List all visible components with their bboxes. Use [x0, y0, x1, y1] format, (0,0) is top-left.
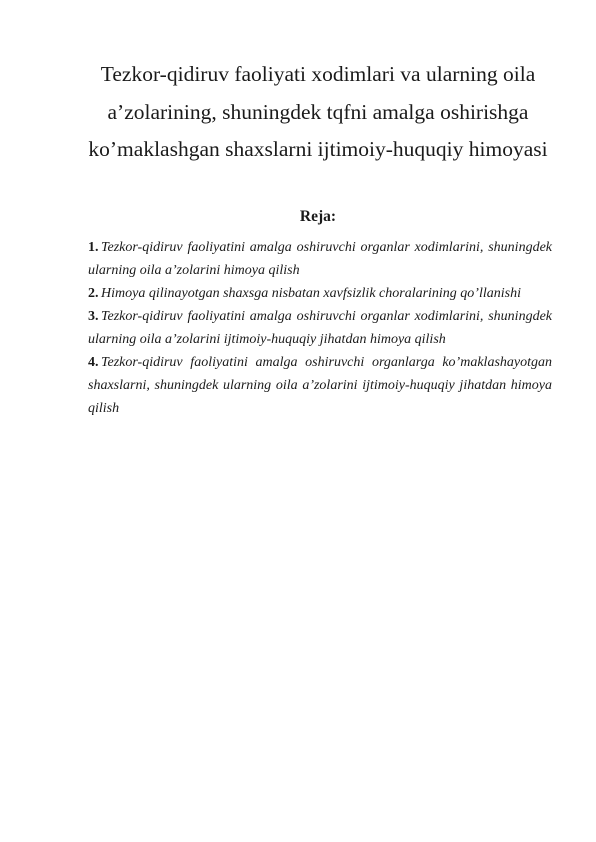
plan-item-3 [88, 305, 552, 351]
plan-item-1 [88, 236, 552, 282]
document-title: Tezkor-qidiruv faoliyati xodimlari va ularning oila a’zolarining, shuningdek tqfni amalga oshirishga ko’maklashgan shaxslarni ijtimoiy-huquqiy himoyasi [88, 62, 548, 161]
plan-item-number: 4. [88, 355, 99, 370]
plan-item-number: 2. [88, 286, 99, 301]
plan-item-2 [88, 282, 552, 305]
plan-item-text: Himoya qilinayotgan shaxsga nisbatan xavfsizlik choralarining qo’llanishi [101, 286, 521, 301]
plan-item-4 [88, 351, 552, 420]
plan-item-text: Tezkor-qidiruv faoliyatini amalga oshiruvchi organlar xodimlarini, shuningdek ularning oila a’zolarini himoya qilish [88, 240, 552, 278]
plan-list [88, 236, 552, 420]
plan-heading: Reja: [299, 208, 337, 225]
plan-item-text: Tezkor-qidiruv faoliyatini amalga oshiruvchi organlar xodimlarini, shuningdek ularning oila a’zolarini ijtimoiy-huquqiy jihatdan himoya qilish [88, 309, 552, 347]
plan-item-number: 3. [88, 309, 99, 324]
plan-item-text: Tezkor-qidiruv faoliyatini amalga oshiruvchi organlarga ko’maklashayotgan shaxslarni, shuningdek ularning oila a’zolarini ijtimoiy-huquqiy jihatdan himoya qilish [88, 355, 552, 416]
plan-item-number: 1. [88, 240, 99, 255]
